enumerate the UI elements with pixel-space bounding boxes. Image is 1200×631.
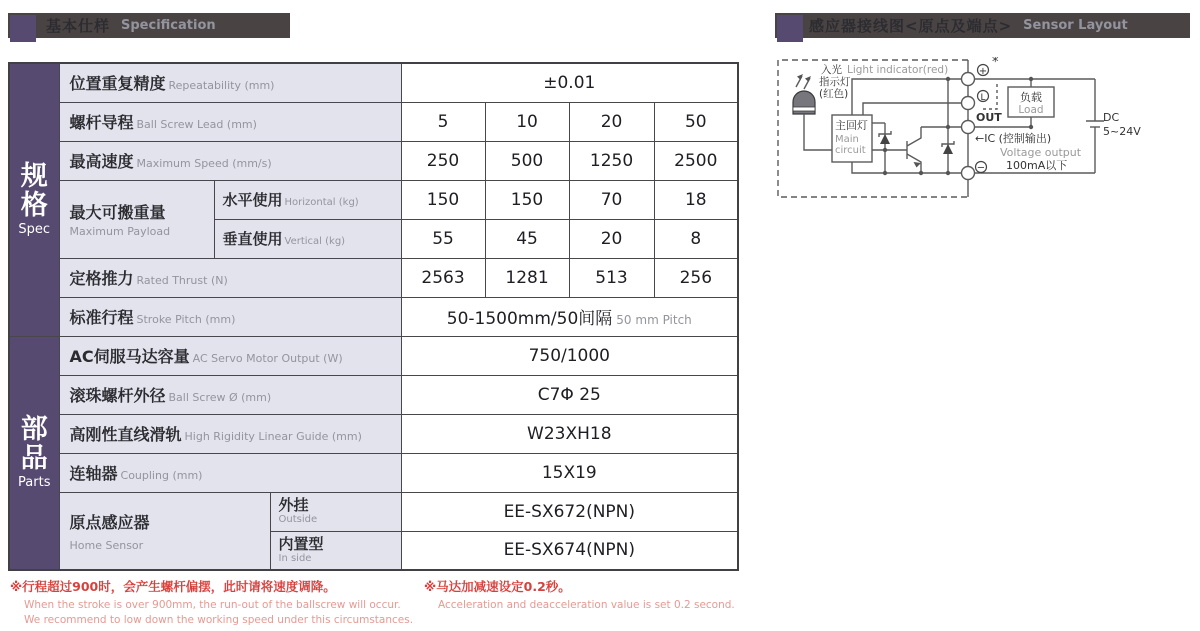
table-row — [9, 258, 738, 297]
value-cell: 250 — [401, 141, 485, 180]
row-label-home-sensor — [59, 492, 270, 570]
label-en: Maximum Speed (mm/s) — [136, 157, 272, 170]
collector-wire — [907, 127, 921, 146]
junction-dot — [1029, 77, 1033, 81]
value-cell: 45 — [485, 219, 569, 258]
voltage-output-label: Voltage output — [1000, 146, 1082, 159]
label-en: Stroke Pitch (mm) — [136, 313, 236, 326]
value-cell: 2563 — [401, 258, 485, 297]
sub-label-outside — [270, 492, 401, 531]
label-zh: 高刚性直线滑轨 — [69, 425, 182, 444]
label-en: Ball Screw Lead (mm) — [136, 118, 257, 131]
sidebar-section-parts — [9, 336, 59, 570]
value-home-sensor-outside: EE-SX672(NPN) — [401, 492, 738, 531]
label-en: Coupling (mm) — [120, 469, 203, 482]
row-label-linear-guide — [59, 414, 401, 453]
terminal-l — [962, 97, 975, 110]
sidebar-parts-zh — [10, 415, 59, 473]
load-en: Load — [1018, 104, 1044, 116]
label-zh: 位置重复精度 — [69, 74, 166, 94]
label-en: Maximum Payload — [69, 225, 171, 238]
led-band — [793, 107, 815, 111]
value-cell: 70 — [569, 180, 654, 219]
value-cell: 2500 — [654, 141, 738, 180]
label-en: Home Sensor — [69, 538, 144, 552]
value-cell: 20 — [569, 102, 654, 141]
row-label-max-payload — [59, 180, 214, 258]
current-limit-label: 100mA以下 — [1006, 159, 1068, 172]
junction-dot — [919, 171, 923, 175]
footnote-stroke-warning — [10, 577, 413, 628]
label-zh: 标准行程 — [69, 308, 134, 327]
label-en: High Rigidity Linear Guide (mm) — [184, 430, 362, 443]
table-row — [9, 375, 738, 414]
label-zh: 最大可搬重量 — [69, 203, 166, 222]
spec-header-title-zh: 基本仕样 — [46, 17, 111, 35]
table-row — [9, 297, 738, 336]
label-zh: 滚珠螺杆外径 — [69, 386, 166, 405]
sidebar-spec-en: Spec — [18, 222, 51, 238]
header-accent-square — [10, 15, 36, 42]
footnote-zh: ※马达加减速设定0.2秒。 — [424, 579, 571, 594]
label-en: Rated Thrust (N) — [136, 274, 228, 287]
sensor-section-header — [775, 13, 1190, 38]
load-zh: 负载 — [1020, 91, 1042, 104]
value-cell: 55 — [401, 219, 485, 258]
terminal-out — [962, 121, 975, 134]
out-label: OUT — [976, 111, 1002, 124]
value-cell: 50 — [654, 102, 738, 141]
table-row — [9, 63, 738, 102]
value-cell: 1281 — [485, 258, 569, 297]
table-row — [9, 414, 738, 453]
sensor-wiring-diagram — [775, 57, 1195, 207]
value-coupling: 15X19 — [401, 453, 738, 492]
sub-label-vertical — [214, 219, 401, 258]
junction-dot — [883, 171, 887, 175]
table-row — [9, 102, 738, 141]
label-en: Repeatability (mm) — [168, 79, 275, 93]
table-row — [9, 492, 738, 531]
sensor-header-title-zh: 感应器接线图<原点及端点> — [809, 17, 1013, 35]
vplus-wire — [852, 79, 1095, 115]
emitter-arrowhead-icon — [914, 162, 922, 168]
header-accent-square — [777, 15, 803, 42]
value-cell: 256 — [654, 258, 738, 297]
sub-label-inside — [270, 531, 401, 570]
row-label-max-speed — [59, 141, 401, 180]
sensor-header-title-en: Sensor Layout — [1023, 18, 1128, 33]
label-zh: 定格推力 — [69, 269, 134, 288]
row-label-rated-thrust — [59, 258, 401, 297]
label-en: In side — [278, 552, 312, 564]
sidebar-parts-en: Parts — [18, 475, 51, 491]
light-indicator-en-label: Light indicator(red) — [847, 64, 949, 76]
value-cell: 10 — [485, 102, 569, 141]
value-cell: 5 — [401, 102, 485, 141]
sidebar-char: 品 — [20, 443, 48, 475]
label-en: Ball Screw Ø (mm) — [168, 391, 272, 404]
footnote-zh: ※行程超过900时，会产生螺杆偏摆，此时请将速度调降。 — [10, 579, 336, 594]
value-stroke — [401, 297, 738, 336]
row-label-repeatability — [59, 63, 401, 102]
main-circuit-zh: 主回灯 — [835, 119, 868, 132]
label-zh: 连轴器 — [69, 464, 118, 483]
row-label-coupling — [59, 453, 401, 492]
value-cell: 8 — [654, 219, 738, 258]
label-en: Horizontal (kg) — [284, 197, 359, 208]
value-home-sensor-inside: EE-SX674(NPN) — [401, 531, 738, 570]
label-zh: 外挂 — [278, 496, 309, 515]
row-label-servo-output — [59, 336, 401, 375]
junction-dot — [946, 171, 950, 175]
sub-label-horizontal — [214, 180, 401, 219]
label-zh: 水平使用 — [222, 191, 283, 209]
label-zh: 螺杆导程 — [69, 113, 134, 132]
specification-table — [8, 62, 739, 571]
value-cell: 1250 — [569, 141, 654, 180]
sensor-body-dashed-box — [778, 60, 968, 197]
label-en: Outside — [278, 513, 318, 525]
value-cell: 20 — [569, 219, 654, 258]
main-circuit-en-1: Main — [835, 134, 859, 145]
stroke-value: 50-1500mm/50间隔 — [446, 309, 613, 329]
row-label-ball-screw-dia — [59, 375, 401, 414]
light-label-zh-1: 入光 — [821, 64, 842, 76]
table-row — [9, 453, 738, 492]
star-note: * — [992, 57, 999, 70]
row-label-ball-screw-lead — [59, 102, 401, 141]
footnote-acceleration — [424, 577, 735, 613]
sidebar-char: 部 — [20, 414, 48, 446]
table-row — [9, 336, 738, 375]
label-en: Vertical (kg) — [284, 236, 346, 247]
sidebar-spec-zh — [10, 162, 59, 220]
l-terminal-wire — [863, 103, 968, 115]
terminal-minus — [962, 167, 975, 180]
plus-symbol: + — [978, 65, 988, 77]
value-cell: 500 — [485, 141, 569, 180]
value-repeatability: ±0.01 — [401, 63, 738, 102]
l-symbol: L — [980, 92, 986, 103]
footnote-en: Acceleration and deacceleration value is set 0.2 second. — [438, 599, 735, 611]
light-label-zh-2: 指示灯 — [819, 76, 851, 88]
ic-output-label: ←IC (控制输出) — [975, 132, 1052, 145]
table-row — [9, 141, 738, 180]
label-zh: 垂直使用 — [222, 230, 283, 248]
footnote-en: We recommend to low down the working speed under this circumstances. — [24, 614, 414, 627]
power-dc-label: DC — [1103, 111, 1120, 124]
label-zh: 最高速度 — [69, 152, 134, 171]
sidebar-char: 规 — [20, 161, 48, 193]
zener-diode-icon — [880, 134, 890, 144]
stroke-value-note: 50 mm Pitch — [616, 313, 692, 327]
label-zh: 内置型 — [278, 534, 324, 553]
footnote-en: When the stroke is over 900mm, the run-out of the ballscrew will occur. — [24, 599, 401, 611]
sidebar-char: 格 — [20, 190, 48, 222]
junction-dot — [883, 148, 887, 152]
led-wire — [804, 114, 832, 150]
value-cell: 513 — [569, 258, 654, 297]
value-servo-output: 750/1000 — [401, 336, 738, 375]
sidebar-section-spec — [9, 63, 59, 336]
label-en: AC Servo Motor Output (W) — [192, 352, 343, 365]
value-cell: 150 — [485, 180, 569, 219]
table-row — [9, 180, 738, 219]
minus-symbol: − — [976, 162, 986, 174]
value-cell: 150 — [401, 180, 485, 219]
main-circuit-en-2: circuit — [835, 145, 866, 156]
terminal-plus — [962, 73, 975, 86]
row-label-stroke — [59, 297, 401, 336]
junction-dot — [946, 77, 950, 81]
value-ball-screw-dia: C7Φ 25 — [401, 375, 738, 414]
spec-header-title-en: Specification — [121, 18, 216, 33]
value-linear-guide: W23XH18 — [401, 414, 738, 453]
junction-dot — [946, 125, 950, 129]
label-zh: AC伺服马达容量 — [69, 347, 190, 366]
junction-dot — [1029, 125, 1033, 129]
power-range-label: 5~24V — [1103, 125, 1141, 138]
light-label-zh-3: (红色) — [819, 88, 849, 100]
label-zh: 原点感应器 — [69, 512, 150, 532]
value-cell: 18 — [654, 180, 738, 219]
spec-section-header — [8, 13, 290, 38]
zener-diode-icon — [943, 144, 953, 154]
